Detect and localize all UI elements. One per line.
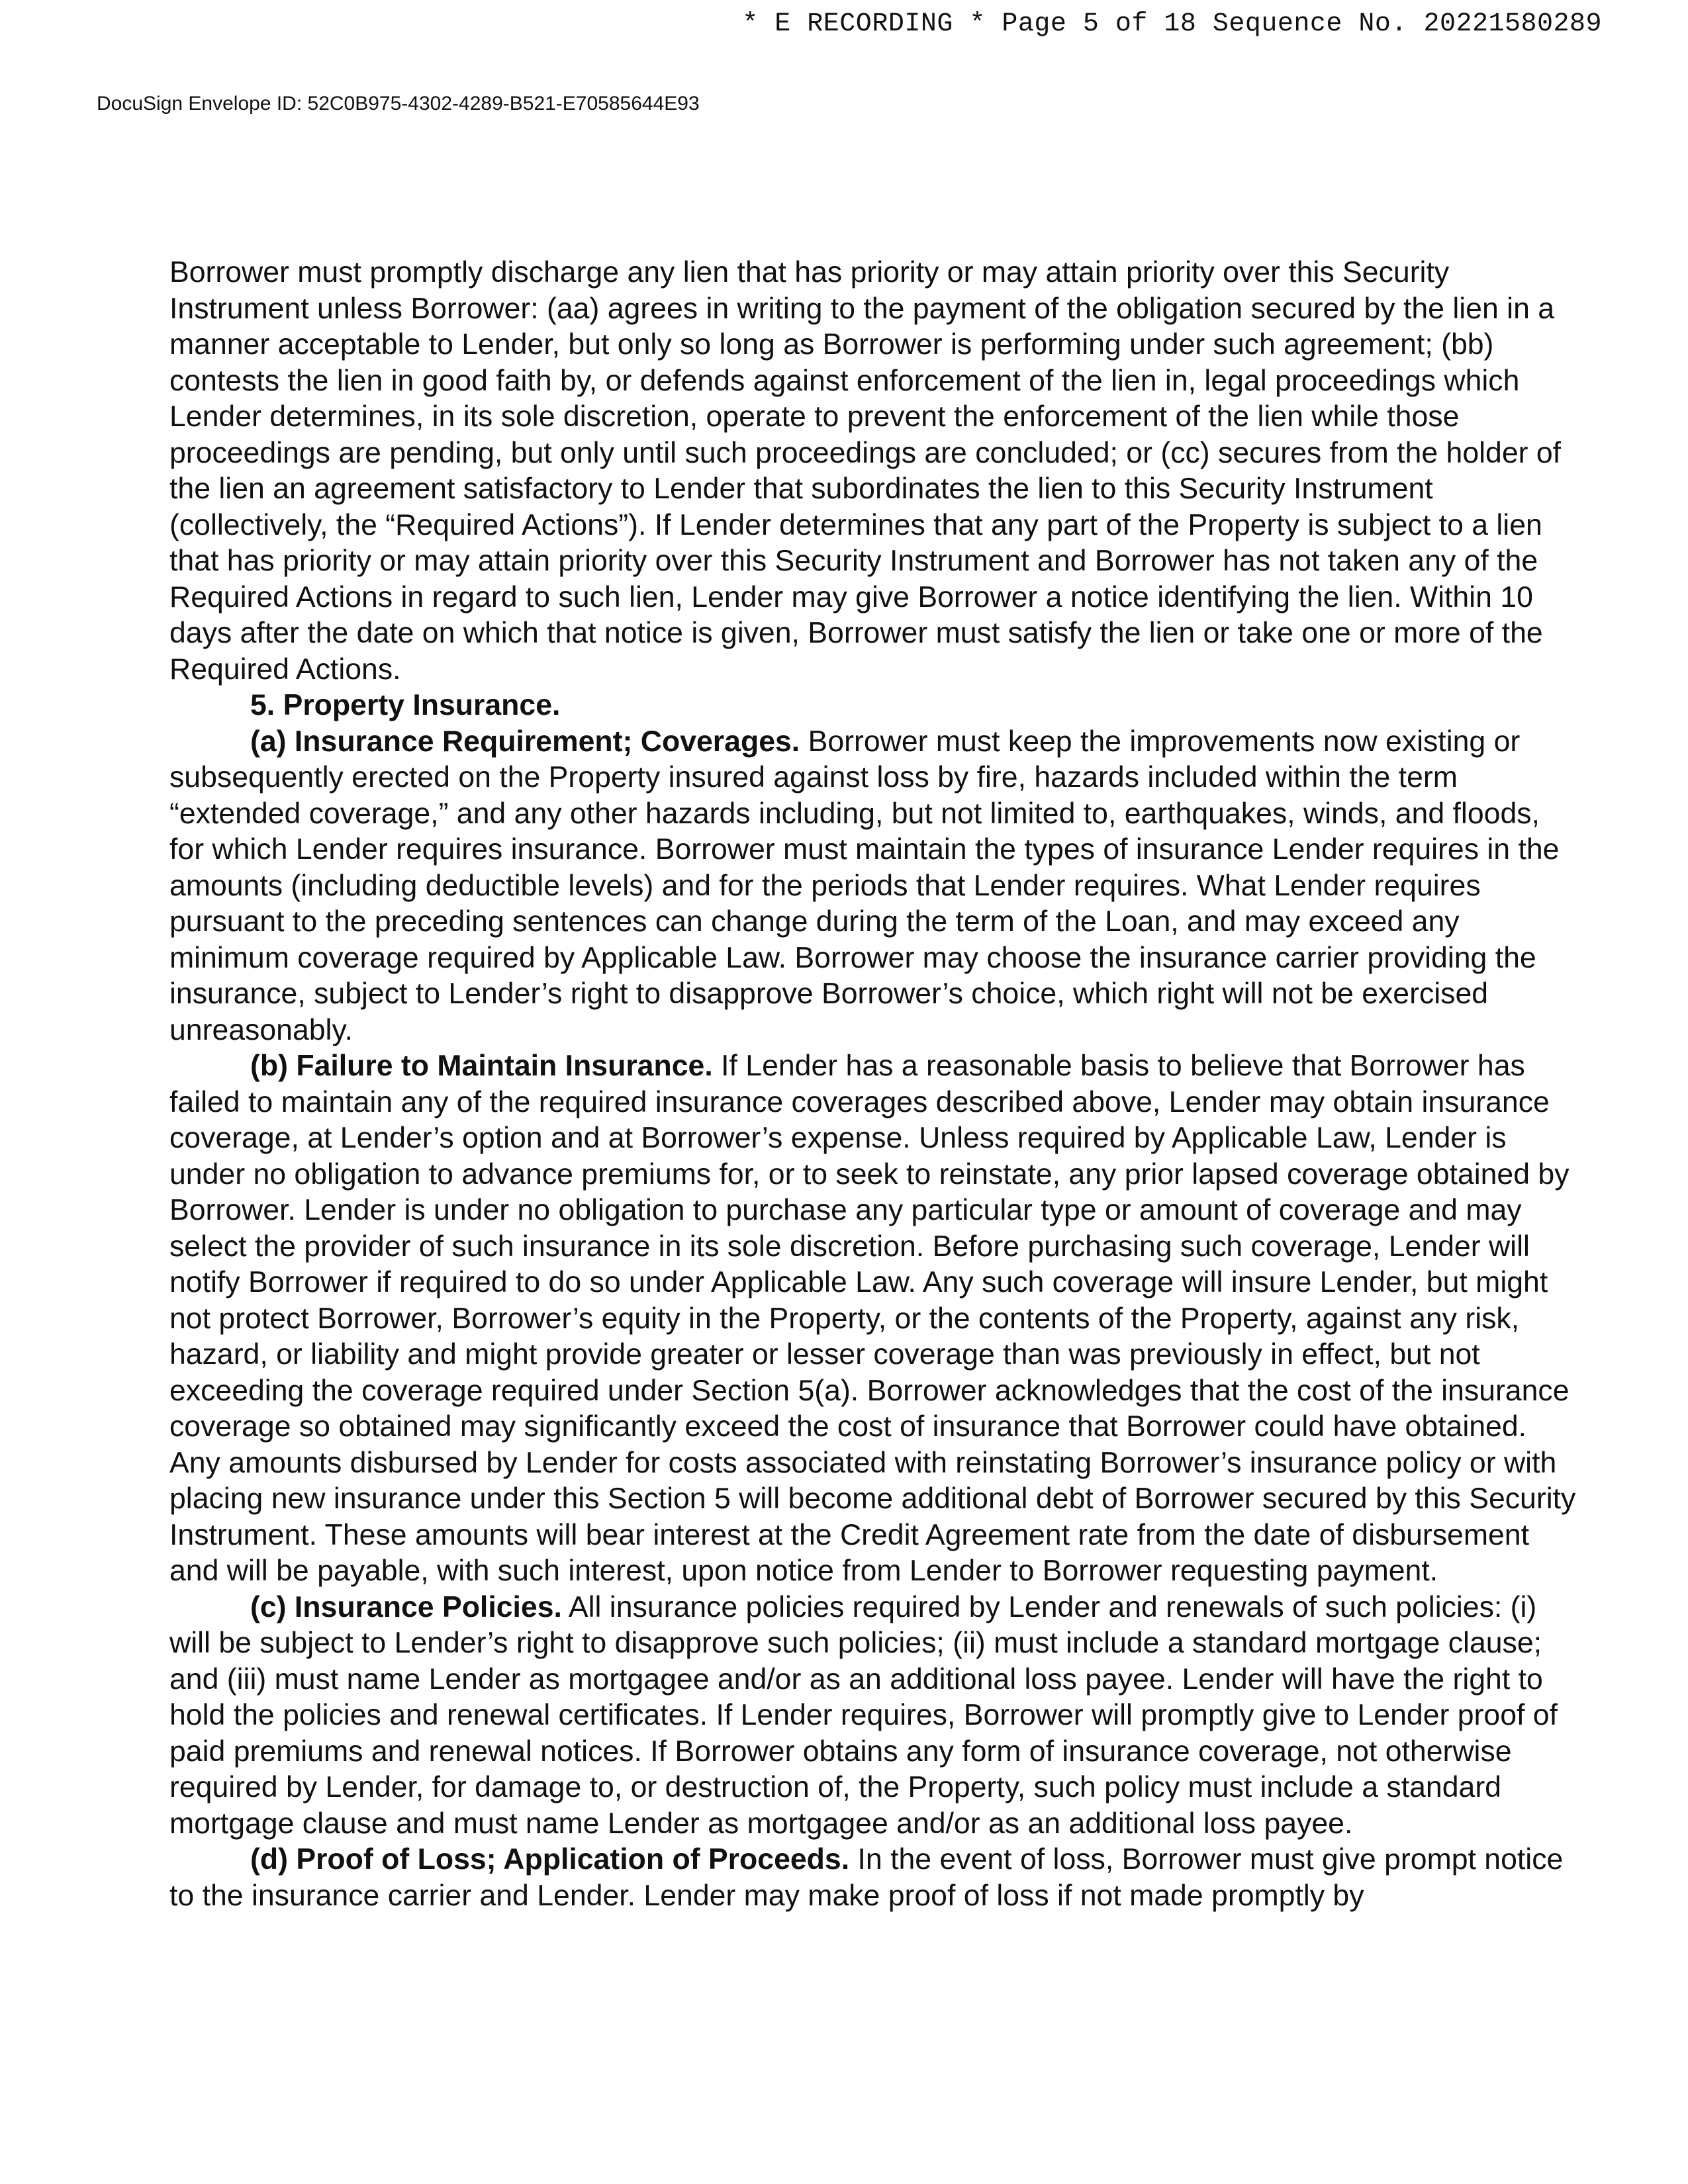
paragraph-5c — [169, 1590, 1576, 1843]
section-5-heading: 5. Property Insurance. — [250, 689, 561, 721]
paragraph-lien: Borrower must promptly discharge any lien that has priority or may attain priority over this Security Instrument unless Borrower: (aa) agrees in writing to the payment of the obligation secured by the lien in a manner acceptable to Lender, but only so long as Borrower is performing under such agreement; (bb) contests the lien in good faith by, or defends against enforcement of the lien in, legal proceedings which Lender determines, in its sole discretion, operate to prevent the enforcement of the lien while those proceedings are pending, but only until such proceedings are concluded; or (cc) secures from the holder of the lien an agreement satisfactory to Lender that subordinates the lien to this Security Instrument (collectively, the “Required Actions”). If Lender determines that any part of the Property is subject to a lien that has priority or may attain priority over this Security Instrument and Borrower has not taken any of the Required Actions in regard to such lien, Lender may give Borrower a notice identifying the lien. Within 10 days after the date on which that notice is given, Borrower must satisfy the lien or take one or more of the Required Actions. — [169, 256, 1562, 686]
document-body — [169, 255, 1576, 1914]
envelope-id: DocuSign Envelope ID: 52C0B975-4302-4289-B521-E70585644E93 — [97, 93, 700, 114]
paragraph-5a-heading: (a) Insurance Requirement; Coverages. — [250, 725, 800, 758]
paragraph-5d — [169, 1842, 1576, 1914]
paragraph-5b — [169, 1048, 1576, 1590]
recording-header: * E RECORDING * Page 5 of 18 Sequence No. 20221580289 — [742, 9, 1602, 39]
paragraph-5c-heading: (c) Insurance Policies. — [250, 1590, 562, 1623]
paragraph-5b-heading: (b) Failure to Maintain Insurance. — [250, 1050, 713, 1082]
paragraph-5a — [169, 724, 1576, 1049]
paragraph-5d-text: In the event of loss, Borrower must give prompt notice to the insurance carrier and Lender. Lender may make proof of loss if not made promptly by — [169, 1843, 1564, 1912]
paragraph-5a-text: Borrower must keep the improvements now existing or subsequently erected on the Property insured against loss by fire, hazards included within the term “extended coverage,” and any other hazards including, but not limited to, earthquakes, winds, and floods, for which Lender requires insurance. Borrower must maintain the types of insurance Lender requires in the amounts (including deductible levels) and for the periods that Lender requires. What Lender requires pursuant to the preceding sentences can change during the term of the Loan, and may exceed any minimum coverage required by Applicable Law. Borrower may choose the insurance carrier providing the insurance, subject to Lender’s right to disapprove Borrower’s choice, which right will not be exercised unreasonably. — [169, 725, 1560, 1046]
paragraph-5b-text: If Lender has a reasonable basis to believe that Borrower has failed to maintain any of the required insurance coverages described above, Lender may obtain insurance coverage, at Lender’s option and at Borrower’s expense. Unless required by Applicable Law, Lender is under no obligation to advance premiums for, or to seek to reinstate, any prior lapsed coverage obtained by Borrower. Lender is under no obligation to purchase any particular type or amount of coverage and may select the provider of such insurance in its sole discretion. Before purchasing such coverage, Lender will notify Borrower if required to do so under Applicable Law. Any such coverage will insure Lender, but might not protect Borrower, Borrower’s equity in the Property, or the contents of the Property, against any risk, hazard, or liability and might provide greater or lesser coverage than was previously in effect, but not exceeding the coverage required under Section 5(a). Borrower acknowledges that the cost of the insurance coverage so obtained may significantly exceed the cost of insurance that Borrower could have obtained. Any amounts disbursed by Lender for costs associated with reinstating Borrower’s insurance policy or with placing new insurance under this Section 5 will become additional debt of Borrower secured by this Security Instrument. These amounts will bear interest at the Credit Agreement rate from the date of disbursement and will be payable, with such interest, upon notice from Lender to Borrower requesting payment. — [169, 1050, 1576, 1587]
paragraph-5d-heading: (d) Proof of Loss; Application of Proceeds. — [250, 1843, 850, 1876]
paragraph-5c-text: All insurance policies required by Lender and renewals of such policies: (i) will be subject to Lender’s right to disapprove such policies; (ii) must include a standard mortgage clause; and (iii) must name Lender as mortgagee and/or as an additional loss payee. Lender will have the right to hold the policies and renewal certificates. If Lender requires, Borrower will promptly give to Lender proof of paid premiums and renewal notices. If Borrower obtains any form of insurance coverage, not otherwise required by Lender, for damage to, or destruction of, the Property, such policy must include a standard mortgage clause and must name Lender as mortgagee and/or as an additional loss payee. — [169, 1590, 1558, 1840]
